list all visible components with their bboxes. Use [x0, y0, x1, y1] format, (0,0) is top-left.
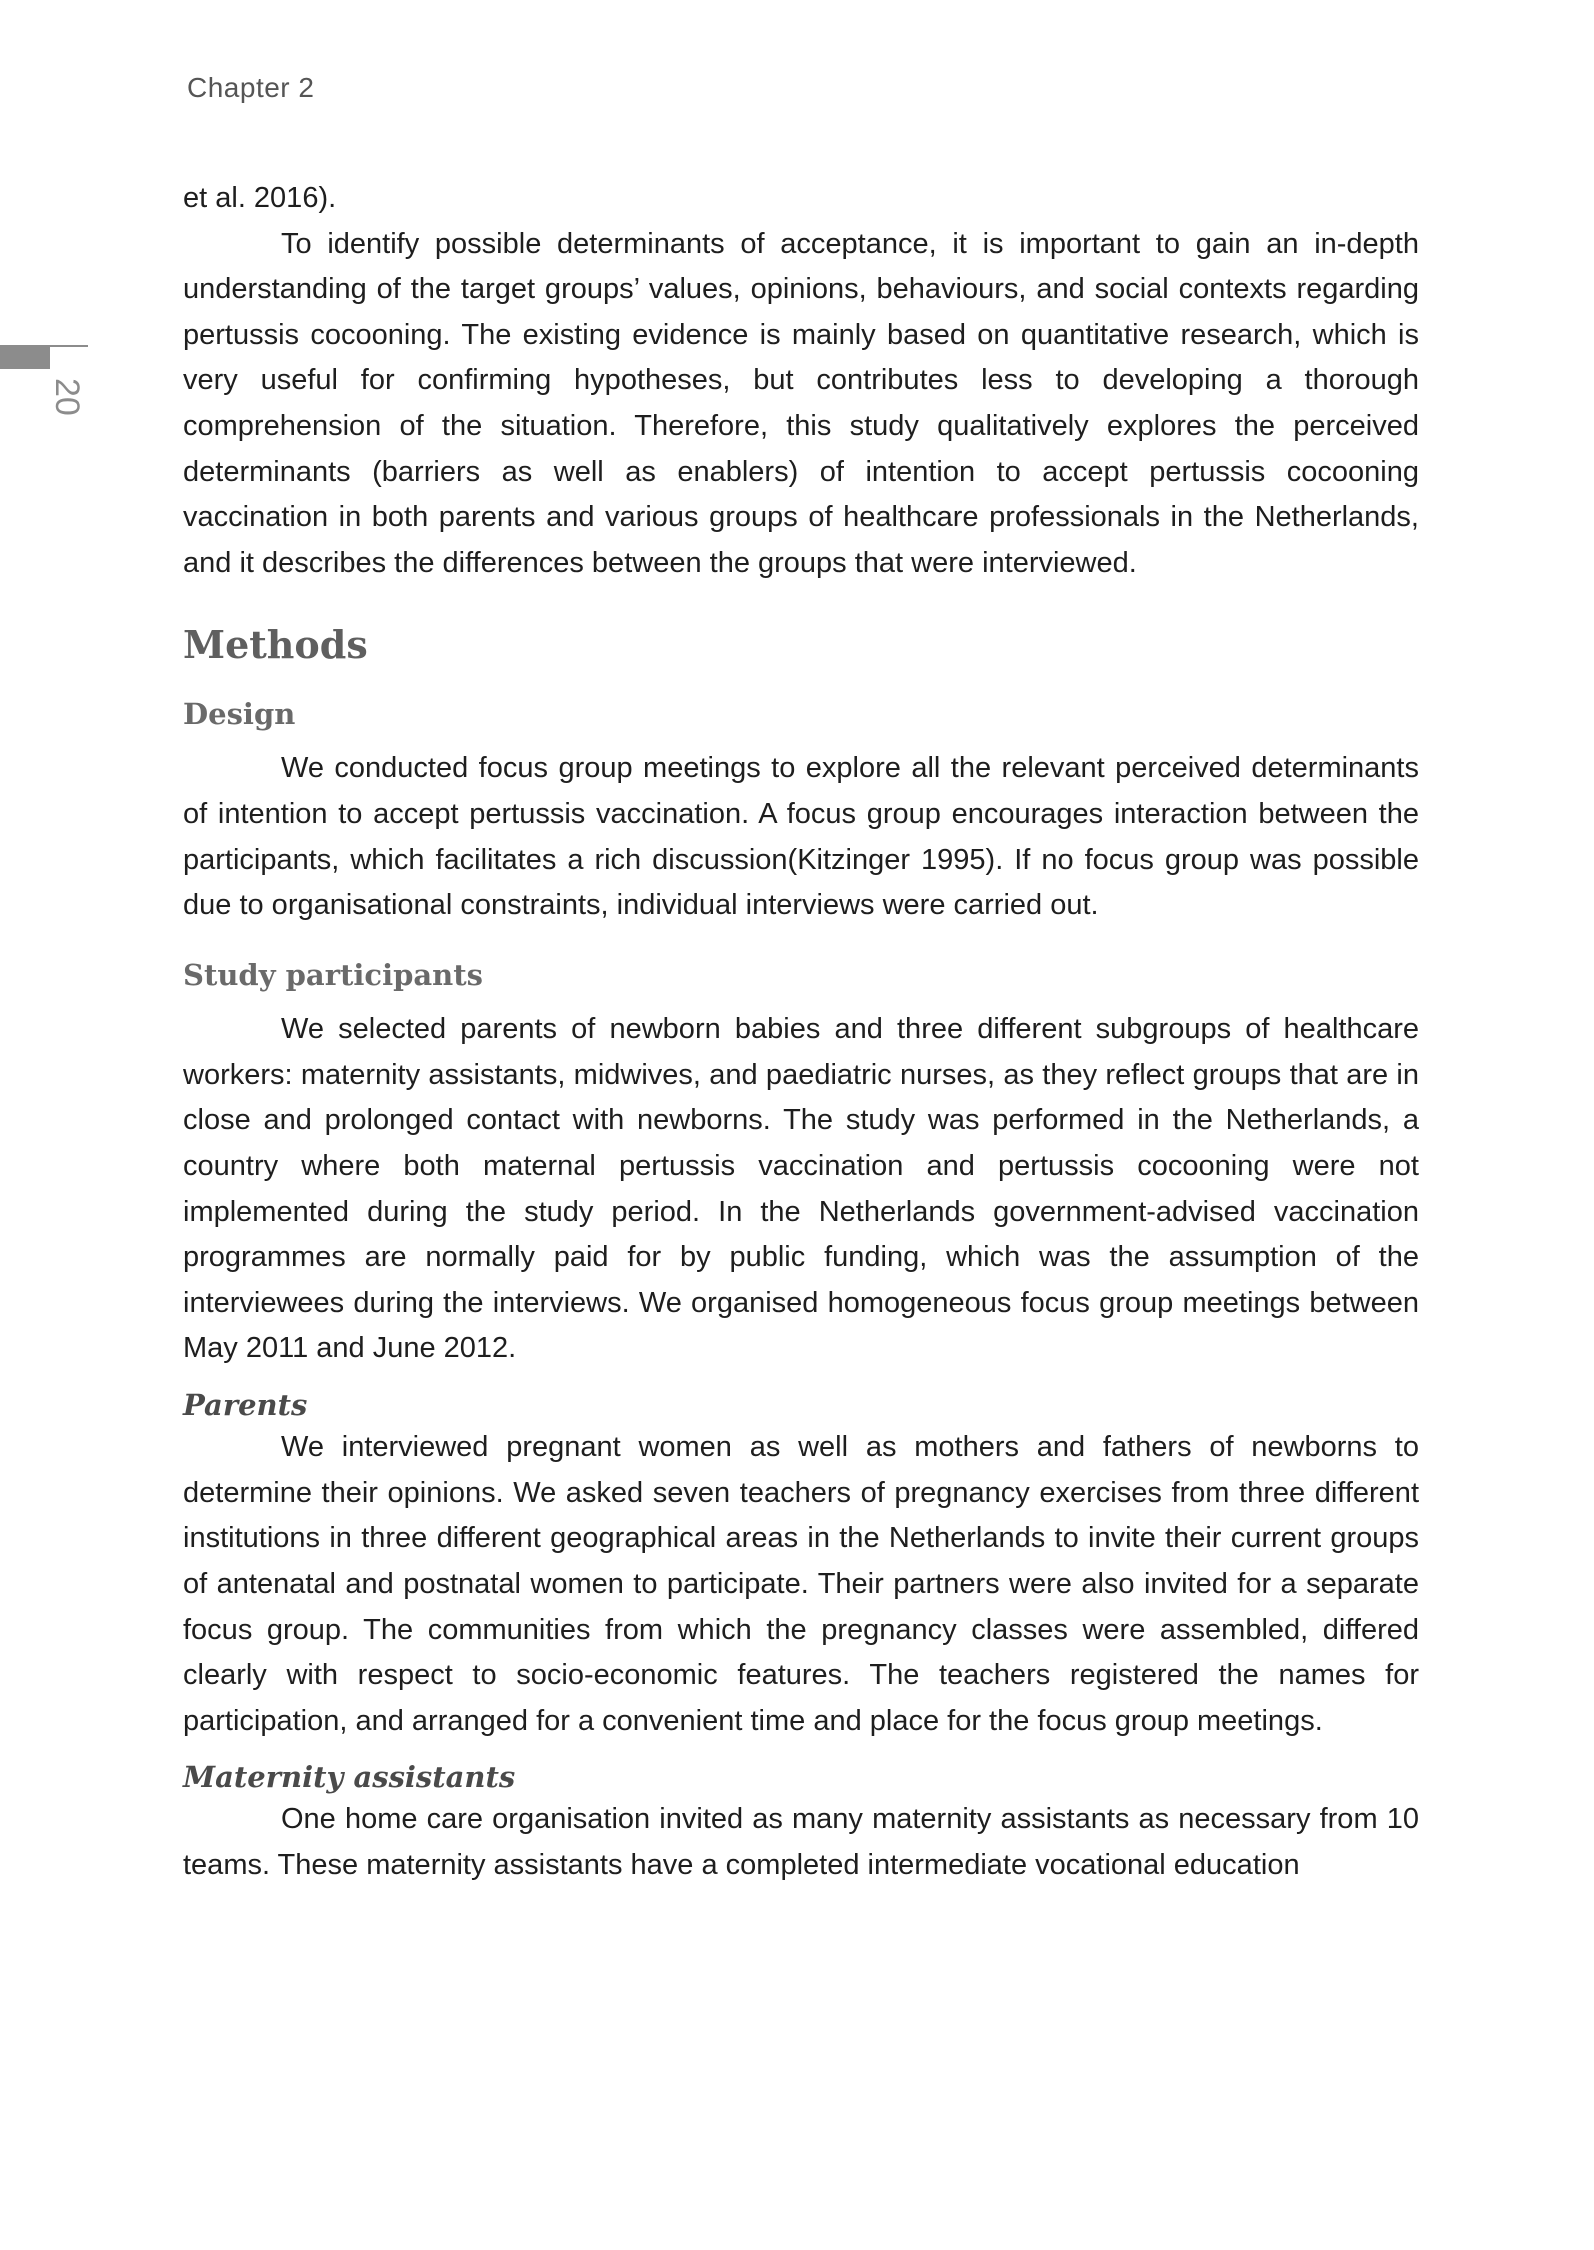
parents-paragraph: We interviewed pregnant women as well as mothers and fathers of newborns to determine their opinions. We asked seven teachers of pregnancy exercises from three different institutions in three different geographical areas in the Netherlands to invite their current groups of antenatal and postnatal women to participate. Their partners were also invited for a separate focus group. The communities from which the pregnancy classes were assembled, differed clearly with respect to socio-economic features. The teachers registered the names for participation, and arranged for a convenient time and place for the focus group meetings.: [183, 1431, 1419, 1737]
design-paragraph: We conducted focus group meetings to explore all the relevant perceived determinants of intention to accept pertussis vaccination. A focus group encourages interaction between the participants, which facilitates a rich discussion(Kitzinger 1995). If no focus group was possible due to organisational constraints, individual interviews were carried out.: [183, 752, 1419, 922]
methods-heading: Methods: [183, 622, 368, 668]
participants-heading: Study participants: [183, 957, 483, 992]
page-tab-marker: [0, 345, 48, 369]
intro-fragment: et al. 2016).: [183, 182, 337, 214]
page-tab-rule: [48, 345, 88, 347]
maternity-heading: Maternity assistants: [183, 1760, 516, 1795]
parents-heading: Parents: [183, 1388, 308, 1423]
design-heading: Design: [183, 696, 296, 731]
document-body: [183, 176, 1419, 1889]
running-head-title: Chapter 2: [187, 72, 315, 103]
participants-paragraph: We selected parents of newborn babies and three different subgroups of healthcare workers: maternity assistants, midwives, and paediatric nurses, as they reflect groups that are in close and prolonged contact with newborns. The study was performed in the Netherlands, a country where both maternal pertussis vaccination and pertussis cocooning were not implemented during the study period. In the Netherlands government-advised vaccination programmes are normally paid for by public funding, which was the assumption of the interviewees during the interviews. We organised homogeneous focus group meetings between May 2011 and June 2012.: [183, 1013, 1419, 1365]
maternity-paragraph: One home care organisation invited as many maternity assistants as necessary from 10 teams. These maternity assistants have a completed intermediate vocational education: [183, 1803, 1419, 1882]
intro-paragraph: To identify possible determinants of acceptance, it is important to gain an in-depth understanding of the target groups’ values, opinions, behaviours, and social contexts regarding pertussis cocooning. The existing evidence is mainly based on quantitative research, which is very useful for confirming hypotheses, but contributes less to developing a thorough comprehension of the situation. Therefore, this study qualitatively explores the perceived determinants (barriers as well as enablers) of intention to accept pertussis cocooning vaccination in both parents and various groups of healthcare professionals in the Netherlands, and it describes the differences between the groups that were interviewed.: [183, 227, 1419, 579]
page-number: 20: [48, 378, 86, 416]
page-tab-rule-vertical: [48, 345, 50, 369]
